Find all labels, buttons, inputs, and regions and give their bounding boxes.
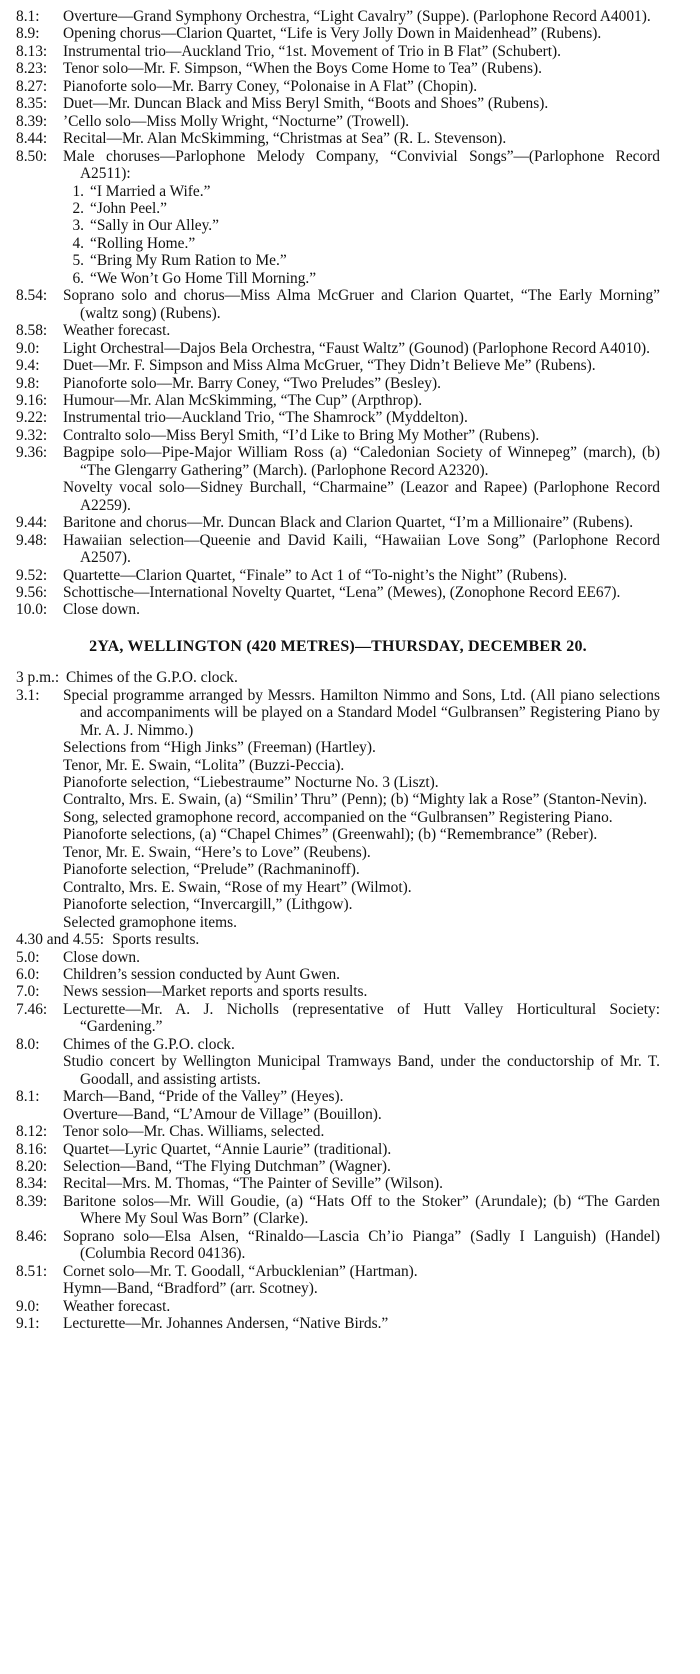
- entry-time: 6.0:: [16, 966, 40, 984]
- entry-time: 10.0:: [16, 601, 48, 619]
- song-list: [16, 183, 660, 288]
- entry-text: Bagpipe solo—Pipe-Major William Ross (a) “Caledonian Society of Winnepeg” (march), (b) “The Glengarry Gathering” (March). (Parlophone Record A2320).: [63, 444, 660, 479]
- song-number: 4.: [72, 234, 84, 252]
- entry-time: 8.46:: [16, 1227, 48, 1245]
- programme-entry: [16, 567, 660, 584]
- programme-entry: [16, 966, 660, 983]
- entry-text: Contralto solo—Miss Beryl Smith, “I’d Like to Bring My Mother” (Rubens).: [63, 426, 540, 444]
- entry-text: Close down.: [63, 948, 140, 966]
- entry-time: 4.30 and 4.55:: [16, 931, 105, 949]
- entry-text: Chimes of the G.P.O. clock.: [63, 1035, 235, 1053]
- entry-time: 8.20:: [16, 1158, 48, 1175]
- special-item: Pianoforte selection, “Prelude” (Rachmaninoff).: [63, 861, 360, 879]
- programme-entry: [16, 584, 660, 601]
- programme-entry: [16, 357, 660, 374]
- song-title: “We Won’t Go Home Till Morning.”: [90, 269, 317, 287]
- entry-text: Tenor solo—Mr. Chas. Williams, selected.: [63, 1123, 325, 1141]
- programme-entry: [16, 1298, 660, 1315]
- entry-text: ’Cello solo—Miss Molly Wright, “Nocturne” (Trowell).: [63, 112, 410, 130]
- song-number: 5.: [72, 252, 84, 270]
- entry-text: Baritone solos—Mr. Will Goudie, (a) “Hats Off to the Stoker” (Arundale); (b) “The Garden Where My Soul Was Born” (Clarke).: [63, 1192, 660, 1228]
- song-item: [66, 217, 660, 234]
- entry-text: Duet—Mr. F. Simpson and Miss Alma McGruer, “They Didn’t Believe Me” (Rubens).: [63, 357, 596, 375]
- entry-time: 7.46:: [16, 1000, 48, 1018]
- programme-entry: [16, 1001, 660, 1036]
- entry-text: Sports results.: [112, 931, 200, 949]
- entry-time: 9.4:: [16, 357, 40, 375]
- programme-entry: [16, 148, 660, 183]
- special-item: Pianoforte selection, “Invercargill,” (Lithgow).: [63, 896, 353, 914]
- programme-section-1: [16, 8, 660, 619]
- entry-text: Soprano solo and chorus—Miss Alma McGruer and Clarion Quartet, “The Early Morning” (waltz song) (Rubens).: [63, 287, 660, 322]
- entry-time: 9.52:: [16, 566, 48, 584]
- programme-entry: [16, 1228, 660, 1263]
- entry-text: Opening chorus—Clarion Quartet, “Life is Very Jolly Down in Maidenhead” (Rubens).: [63, 25, 602, 43]
- entry-time: 8.12:: [16, 1123, 48, 1141]
- entry-time: 9.48:: [16, 531, 48, 549]
- entry-text: Lecturette—Mr. A. J. Nicholls (representative of Hutt Valley Horticultural Society: “Gardening.”: [63, 1000, 660, 1036]
- song-item: [66, 252, 660, 269]
- entry-text: Lecturette—Mr. Johannes Andersen, “Native Birds.”: [63, 1315, 389, 1333]
- programme-section-2: [16, 669, 660, 1332]
- song-item: [66, 200, 660, 217]
- song-title: “Sally in Our Alley.”: [90, 217, 219, 235]
- entry-time: 9.0:: [16, 339, 40, 357]
- special-item: Pianoforte selection, “Liebestraume” Nocturne No. 3 (Liszt).: [63, 774, 439, 792]
- entry-text: Chimes of the G.P.O. clock.: [66, 669, 238, 687]
- programme-entry: [16, 601, 660, 618]
- entry-time: 8.58:: [16, 322, 48, 340]
- entry-time: 9.56:: [16, 583, 48, 601]
- entry-time: 9.44:: [16, 514, 48, 532]
- programme-entry: [16, 1315, 660, 1332]
- programme-entry: [16, 514, 660, 531]
- entry-time: 9.0:: [16, 1297, 40, 1315]
- song-title: “John Peel.”: [90, 199, 167, 217]
- song-item: [66, 235, 660, 252]
- programme-entry: [16, 687, 660, 739]
- entry-time: 8.50:: [16, 147, 48, 165]
- programme-entry: [16, 1141, 660, 1158]
- entry-text: Special programme arranged by Messrs. Hamilton Nimmo and Sons, Ltd. (All piano selections and accompaniments will be played on a Standard Model “Gulbransen” Registering Piano by Mr. A. J. Nimmo.): [63, 686, 660, 739]
- programme-entry: [16, 949, 660, 966]
- entry-text: Children’s session conducted by Aunt Gwen.: [63, 966, 341, 984]
- programme-entry: [16, 427, 660, 444]
- entry-text: Recital—Mr. Alan McSkimming, “Christmas at Sea” (R. L. Stevenson).: [63, 130, 507, 148]
- entry-time: 8.39:: [16, 112, 48, 130]
- special-item: Contralto, Mrs. E. Swain, “Rose of my Heart” (Wilmot).: [63, 878, 412, 896]
- programme-entry: [16, 8, 660, 25]
- entry-time: 9.8:: [16, 374, 40, 392]
- entry-text: Recital—Mrs. M. Thomas, “The Painter of Seville” (Wilson).: [63, 1175, 443, 1193]
- song-number: 6.: [72, 269, 84, 287]
- entry-text: Instrumental trio—Auckland Trio, “1st. Movement of Trio in B Flat” (Schubert).: [63, 42, 562, 60]
- programme-entry: [16, 113, 660, 130]
- entry-text: Light Orchestral—Dajos Bela Orchestra, “Faust Waltz” (Gounod) (Parlophone Record A4010).: [63, 339, 651, 357]
- programme-entry: [16, 1123, 660, 1140]
- programme-entry: [16, 532, 660, 567]
- entry-time: 9.1:: [16, 1315, 40, 1333]
- programme-continuation: [16, 479, 660, 514]
- entry-time: 8.16:: [16, 1140, 48, 1158]
- entry-text: News session—Market reports and sports results.: [63, 983, 368, 1001]
- entry-time: 3 p.m.:: [16, 669, 60, 687]
- entry-time: 8.9:: [16, 25, 40, 43]
- programme-entry: [16, 409, 660, 426]
- entry-text: Duet—Mr. Duncan Black and Miss Beryl Smith, “Boots and Shoes” (Rubens).: [63, 95, 549, 113]
- programme-entry: [16, 444, 660, 479]
- programme-continuation: [16, 1280, 660, 1297]
- entry-time: 8.13:: [16, 42, 48, 60]
- entry-text: Hawaiian selection—Queenie and David Kaili, “Hawaiian Love Song” (Parlophone Record A2507).: [63, 531, 660, 567]
- entry-time: 8.1:: [16, 8, 40, 25]
- entry-text: Quartet—Lyric Quartet, “Annie Laurie” (traditional).: [63, 1140, 392, 1158]
- entry-time: 8.35:: [16, 95, 48, 113]
- special-items: [16, 739, 660, 931]
- entry-time: 8.27:: [16, 77, 48, 95]
- programme-entry: [16, 1175, 660, 1192]
- programme-entry: [16, 25, 660, 42]
- entry-text: Soprano solo—Elsa Alsen, “Rinaldo—Lascia Ch’io Pianga” (Sadly I Languish) (Handel) (Columbia Record 04136).: [63, 1227, 660, 1263]
- special-item: Tenor, Mr. E. Swain, “Lolita” (Buzzi-Peccia).: [63, 756, 345, 774]
- song-item: [66, 270, 660, 287]
- entry-time: 7.0:: [16, 983, 40, 1001]
- entry-text: March—Band, “Pride of the Valley” (Heyes).: [63, 1088, 344, 1106]
- entry-time: 8.51:: [16, 1262, 48, 1280]
- station-heading: 2YA, WELLINGTON (420 METRES)—THURSDAY, DECEMBER 20.: [89, 637, 587, 655]
- entry-text: Weather forecast.: [63, 1297, 171, 1315]
- entry-time: 8.23:: [16, 60, 48, 78]
- programme-entry: [16, 287, 660, 322]
- entry-text: Humour—Mr. Alan McSkimming, “The Cup” (Arpthrop).: [63, 391, 423, 409]
- programme-entry: [16, 95, 660, 112]
- special-item: Contralto, Mrs. E. Swain, (a) “Smilin’ Thru” (Penn); (b) “Mighty lak a Rose” (Stanton-Nevin).: [63, 791, 648, 809]
- entry-time: 8.54:: [16, 287, 48, 305]
- entry-time: 8.44:: [16, 130, 48, 148]
- programme-entry: [16, 983, 660, 1000]
- programme-entry: [16, 669, 660, 686]
- entry-time: 8.0:: [16, 1035, 40, 1053]
- entry-text: Quartette—Clarion Quartet, “Finale” to Act 1 of “To-night’s the Night” (Rubens).: [63, 566, 568, 584]
- programme-entry: [16, 375, 660, 392]
- entry-text: Pianoforte solo—Mr. Barry Coney, “Two Preludes” (Besley).: [63, 374, 441, 392]
- entry-time: 9.22:: [16, 409, 48, 427]
- entry-text: Schottische—International Novelty Quartet, “Lena” (Mewes), (Zonophone Record EE67).: [63, 583, 621, 601]
- song-item: [66, 183, 660, 200]
- programme-continuation: [16, 1053, 660, 1088]
- special-item: Song, selected gramophone record, accompanied on the “Gulbransen” Registering Piano.: [63, 808, 613, 826]
- song-number: 1.: [72, 182, 84, 200]
- entry-text: Tenor solo—Mr. F. Simpson, “When the Boys Come Home to Tea” (Rubens).: [63, 60, 542, 78]
- programme-entry: [16, 1193, 660, 1228]
- entry-text: Overture—Band, “L’Amour de Village” (Bouillon).: [63, 1105, 382, 1123]
- song-title: “Bring My Rum Ration to Me.”: [90, 252, 287, 270]
- song-title: “Rolling Home.”: [90, 234, 196, 252]
- programme-entry: [16, 1158, 660, 1175]
- song-number: 2.: [72, 199, 84, 217]
- entry-text: Selection—Band, “The Flying Dutchman” (Wagner).: [63, 1158, 391, 1175]
- special-item: Pianoforte selections, (a) “Chapel Chimes” (Greenwahl); (b) “Remembrance” (Reber).: [63, 826, 598, 844]
- programme-entry: [16, 1036, 660, 1053]
- entry-text: Close down.: [63, 601, 140, 619]
- entry-text: Baritone and chorus—Mr. Duncan Black and Clarion Quartet, “I’m a Millionaire” (Rubens).: [63, 514, 634, 532]
- programme-entry: [16, 392, 660, 409]
- entry-text: Weather forecast.: [63, 322, 171, 340]
- special-item: Tenor, Mr. E. Swain, “Here’s to Love” (Reubens).: [63, 843, 371, 861]
- song-number: 3.: [72, 217, 84, 235]
- programme-entry: [16, 1088, 660, 1105]
- entry-text: Novelty vocal solo—Sidney Burchall, “Charmaine” (Leazor and Rapee) (Parlophone Record A2259).: [63, 479, 660, 514]
- song-title: “I Married a Wife.”: [90, 182, 211, 200]
- entry-time: 8.39:: [16, 1192, 48, 1210]
- programme-entry: [16, 78, 660, 95]
- programme-entry: [16, 931, 660, 948]
- programme-entry: [16, 340, 660, 357]
- programme-continuation: [16, 1106, 660, 1123]
- entry-time: 5.0:: [16, 948, 40, 966]
- programme-entry: [16, 322, 660, 339]
- entry-text: Studio concert by Wellington Municipal Tramways Band, under the conductorship of Mr. T. Goodall, and assisting artists.: [63, 1053, 660, 1088]
- programme-entry: [16, 130, 660, 147]
- entry-time: 9.16:: [16, 391, 48, 409]
- entry-time: 3.1:: [16, 686, 40, 704]
- programme-entry: [16, 60, 660, 77]
- programme-entry: [16, 1263, 660, 1280]
- programme-entry: [16, 43, 660, 60]
- entry-text: Instrumental trio—Auckland Trio, “The Shamrock” (Myddelton).: [63, 409, 468, 427]
- special-item: Selected gramophone items.: [63, 913, 237, 931]
- entry-text: Overture—Grand Symphony Orchestra, “Light Cavalry” (Suppe). (Parlophone Record A4001).: [63, 8, 651, 25]
- entry-time: 9.32:: [16, 426, 48, 444]
- entry-time: 8.1:: [16, 1088, 40, 1106]
- entry-time: 9.36:: [16, 444, 48, 462]
- entry-text: Pianoforte solo—Mr. Barry Coney, “Polonaise in A Flat” (Chopin).: [63, 77, 478, 95]
- entry-text: Cornet solo—Mr. T. Goodall, “Arbucklenian” (Hartman).: [63, 1262, 418, 1280]
- entry-text: Hymn—Band, “Bradford” (arr. Scotney).: [63, 1280, 318, 1298]
- special-item: Selections from “High Jinks” (Freeman) (Hartley).: [63, 739, 376, 757]
- entry-time: 8.34:: [16, 1175, 48, 1193]
- entry-text: Male choruses—Parlophone Melody Company, “Convivial Songs”—(Parlophone Record A2511):: [63, 147, 660, 183]
